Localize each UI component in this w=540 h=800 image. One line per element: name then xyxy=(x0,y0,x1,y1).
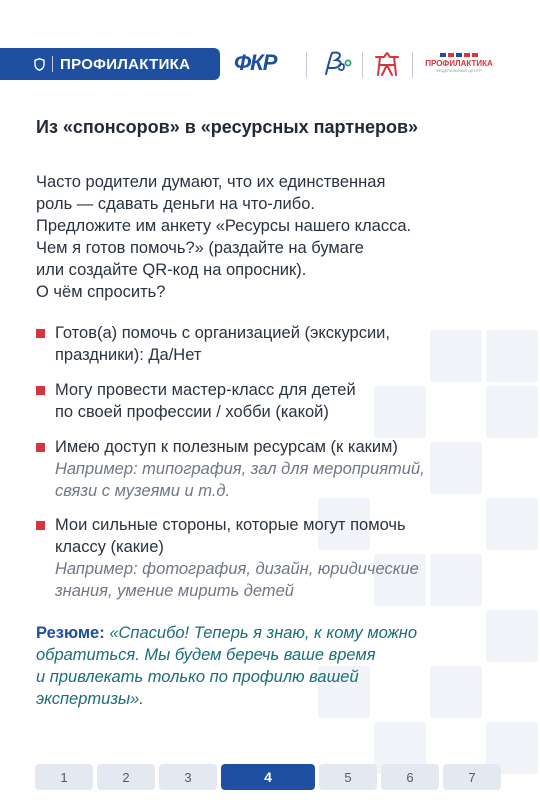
section-tag-label: ПРОФИЛАКТИКА xyxy=(60,55,191,73)
page-button-3[interactable]: 3 xyxy=(159,764,217,790)
intro-line: Часто родители думают, что их единственная xyxy=(36,173,386,191)
summary-quote-line: «Спасибо! Теперь я знаю, к кому можно xyxy=(109,624,418,642)
logo-divider xyxy=(306,52,307,78)
list-item xyxy=(36,436,516,502)
item-text: по своей профессии / хобби (какой) xyxy=(55,403,329,421)
item-text: Мои сильные стороны, которые могут помочь xyxy=(55,516,406,534)
tag-divider xyxy=(52,56,53,72)
item-text: классу (какие) xyxy=(55,538,164,556)
profilaktika-logo xyxy=(422,53,496,74)
item-example: Например: типография, зал для мероприятий, xyxy=(55,460,425,478)
square-bullet-icon xyxy=(36,386,45,395)
summary-label: Резюме: xyxy=(36,624,105,642)
item-example: Например: фотография, дизайн, юридические xyxy=(55,560,419,578)
list-item xyxy=(36,514,516,602)
item-text: Могу провести мастер-класс для детей xyxy=(55,381,356,399)
item-text: праздники): Да/Нет xyxy=(55,346,202,364)
header xyxy=(0,48,540,82)
logo-bars xyxy=(422,53,496,57)
summary-quote-line: экспертизы». xyxy=(36,690,144,708)
page-button-4-current[interactable]: 4 xyxy=(221,764,315,790)
pagination xyxy=(35,764,501,790)
logo-divider xyxy=(362,52,363,78)
section-tag xyxy=(0,48,220,80)
page-button-1[interactable]: 1 xyxy=(35,764,93,790)
ornament-logo-icon xyxy=(372,51,402,79)
item-example: знания, умение мирить детей xyxy=(55,582,294,600)
page-button-7[interactable]: 7 xyxy=(443,764,501,790)
logo-divider xyxy=(412,52,413,78)
square-bullet-icon xyxy=(36,521,45,530)
square-bullet-icon xyxy=(36,443,45,452)
intro-line: или создайте QR-код на опросник). xyxy=(36,261,307,279)
intro-line: Чем я готов помочь?» (раздайте на бумаге xyxy=(36,239,364,257)
intro-line: Предложите им анкету «Ресурсы нашего класса. xyxy=(36,217,412,235)
page-button-6[interactable]: 6 xyxy=(381,764,439,790)
page-title: Из «спонсоров» в «ресурсных партнеров» xyxy=(36,117,419,137)
intro-line: О чём спросить? xyxy=(36,283,166,301)
page-button-2[interactable]: 2 xyxy=(97,764,155,790)
question-list xyxy=(36,322,516,602)
profilaktika-logo-sub: ФЕДЕРАЛЬНЫЙ ЦЕНТР xyxy=(436,68,482,73)
page-button-5[interactable]: 5 xyxy=(319,764,377,790)
item-text: Готов(а) помочь с организацией (экскурсии, xyxy=(55,324,390,342)
list-item xyxy=(36,379,516,423)
profilaktika-logo-name: ПРОФИЛАКТИКА xyxy=(425,59,493,68)
fkr-logo: ФКР xyxy=(234,50,277,75)
list-item xyxy=(36,322,516,366)
intro-paragraph xyxy=(36,171,506,303)
shield-icon xyxy=(34,58,45,71)
item-text: Имею доступ к полезным ресурсам (к каким) xyxy=(55,438,398,456)
summary-quote-line: и привлекать только по профилю вашей xyxy=(36,668,359,686)
summary-quote-line: обратиться. Мы будем беречь ваше время xyxy=(36,646,376,664)
item-example: связи с музеями и т.д. xyxy=(55,482,231,500)
summary xyxy=(36,622,506,710)
square-bullet-icon xyxy=(36,329,45,338)
intro-line: роль — сдавать деньги на что-либо. xyxy=(36,195,315,213)
ro-logo-icon xyxy=(320,48,354,80)
